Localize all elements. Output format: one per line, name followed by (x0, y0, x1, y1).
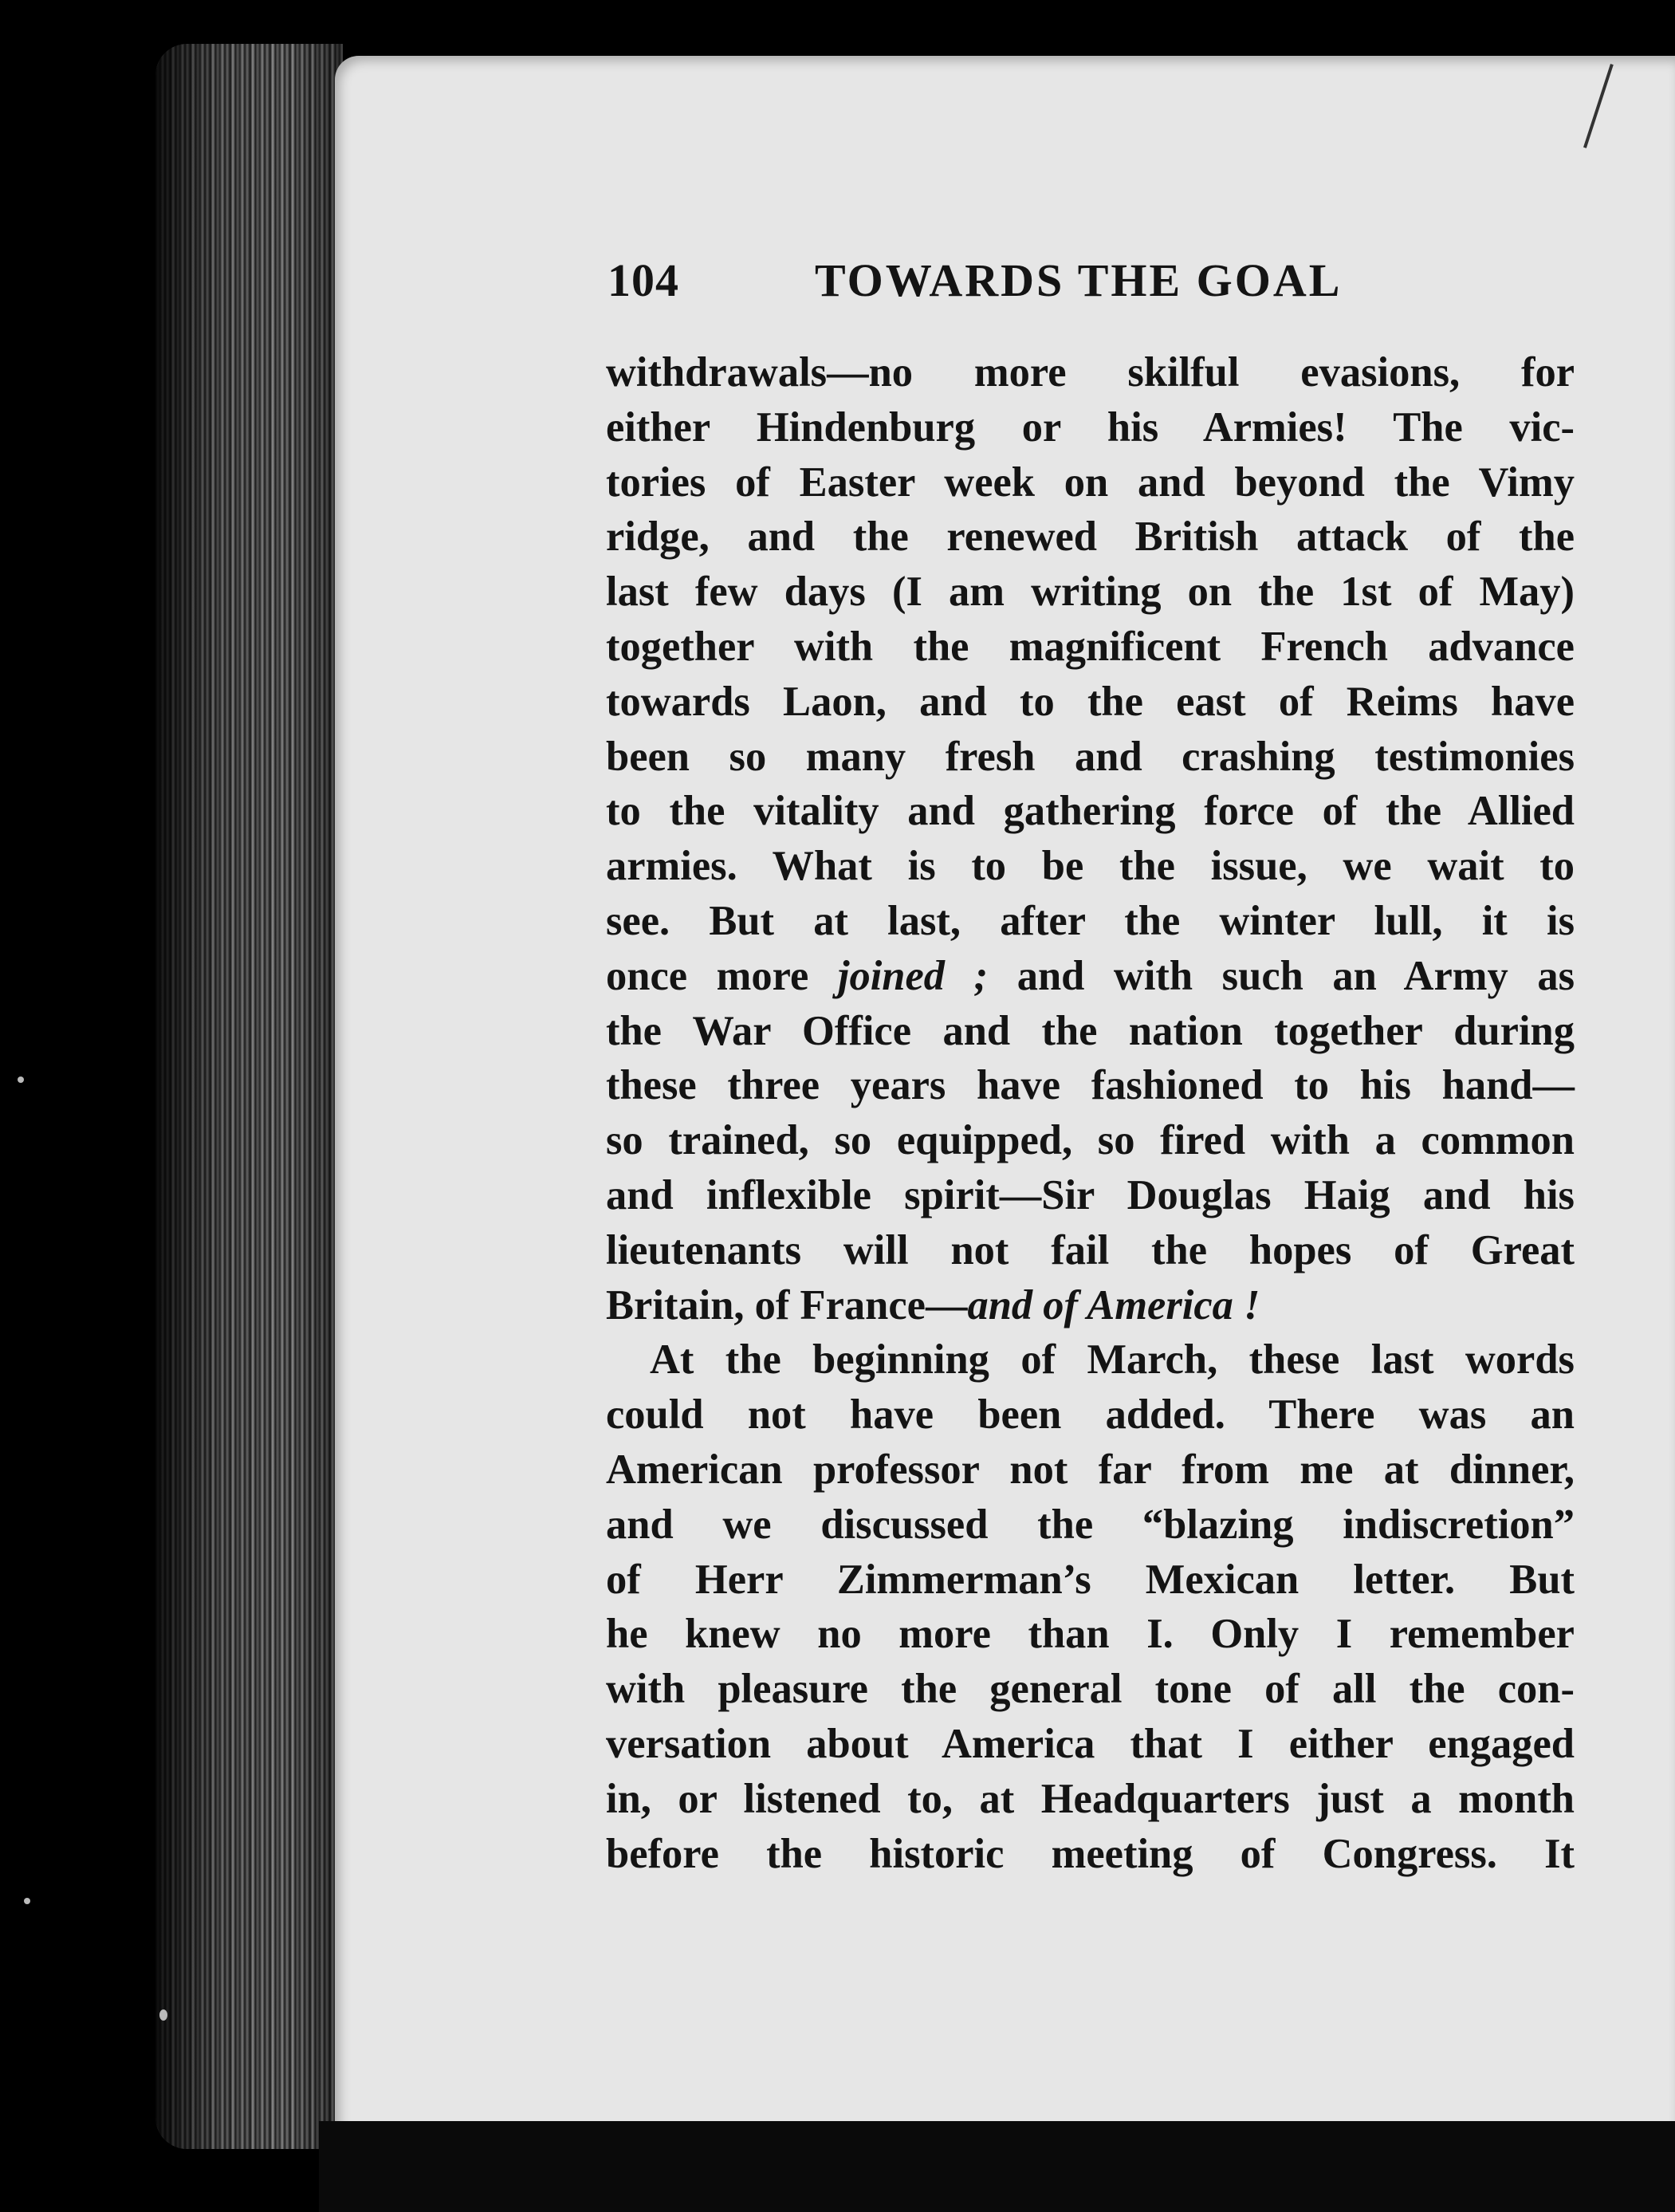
text-line: At the beginning of March, these last words (650, 1336, 1575, 1383)
text-fragment: Britain, of France— (606, 1281, 968, 1328)
text-line-with-italic (606, 949, 1575, 1004)
text-line: these three years have fashioned to his hand— (606, 1062, 1575, 1109)
text-line: of Herr Zimmerman’s Mexican letter. But (606, 1556, 1575, 1603)
italic-phrase: and of America ! (967, 1281, 1260, 1328)
text-line: versation about America that I either engaged (606, 1720, 1575, 1767)
text-line: in, or listened to, at Headquarters just a month (606, 1775, 1575, 1822)
text-line: to the vitality and gathering force of the Allied (606, 788, 1575, 835)
text-line: so trained, so equipped, so fired with a common (606, 1117, 1575, 1164)
text-line: either Hindenburg or his Armies! The vic- (606, 403, 1575, 451)
text-line: he knew no more than I. Only I remember (606, 1611, 1575, 1658)
fore-edge-shadow (155, 44, 343, 2149)
text-line-with-italic (606, 1278, 1575, 1333)
text-fragment: once more (606, 952, 838, 999)
text-fragment: and with such an Army as (988, 952, 1575, 999)
text-line: could not have been added. There was an (606, 1391, 1575, 1439)
text-line: withdrawals—no more skilful evasions, for (606, 349, 1575, 396)
text-line: lieutenants will not fail the hopes of Great (606, 1226, 1575, 1273)
dust-speck (159, 2009, 167, 2021)
page-bottom-shadow (319, 2121, 1675, 2212)
text-line: last few days (I am writing on the 1st of May) (606, 569, 1575, 616)
paragraph-1 (606, 345, 1575, 1332)
text-line: ridge, and the renewed British attack of the (606, 514, 1575, 561)
text-line: see. But at last, after the winter lull, it is (606, 897, 1575, 944)
italic-word: joined ; (837, 952, 989, 999)
text-line: and we discussed the “blazing indiscretion” (606, 1501, 1575, 1548)
running-title: TOWARDS THE GOAL (815, 254, 1343, 306)
dust-speck (18, 1076, 24, 1083)
text-line: towards Laon, and to the east of Reims have (606, 678, 1575, 725)
text-line: tories of Easter week on and beyond the Vimy (606, 459, 1575, 506)
text-line: together with the magnificent French advance (606, 623, 1575, 670)
text-line: been so many fresh and crashing testimonies (606, 733, 1575, 780)
page-number: 104 (607, 254, 679, 306)
body-text (606, 345, 1575, 1881)
paragraph-2 (606, 1332, 1575, 1881)
text-line: armies. What is to be the issue, we wait to (606, 843, 1575, 890)
running-head (607, 239, 1406, 311)
text-line: with pleasure the general tone of all the con- (606, 1666, 1575, 1713)
text-line: the War Office and the nation together during (606, 1007, 1575, 1054)
text-line: before the historic meeting of Congress. It (606, 1830, 1575, 1877)
text-line: American professor not far from me at dinner, (606, 1446, 1575, 1493)
text-line: and inflexible spirit—Sir Douglas Haig and his (606, 1171, 1575, 1218)
dust-speck (24, 1898, 30, 1904)
